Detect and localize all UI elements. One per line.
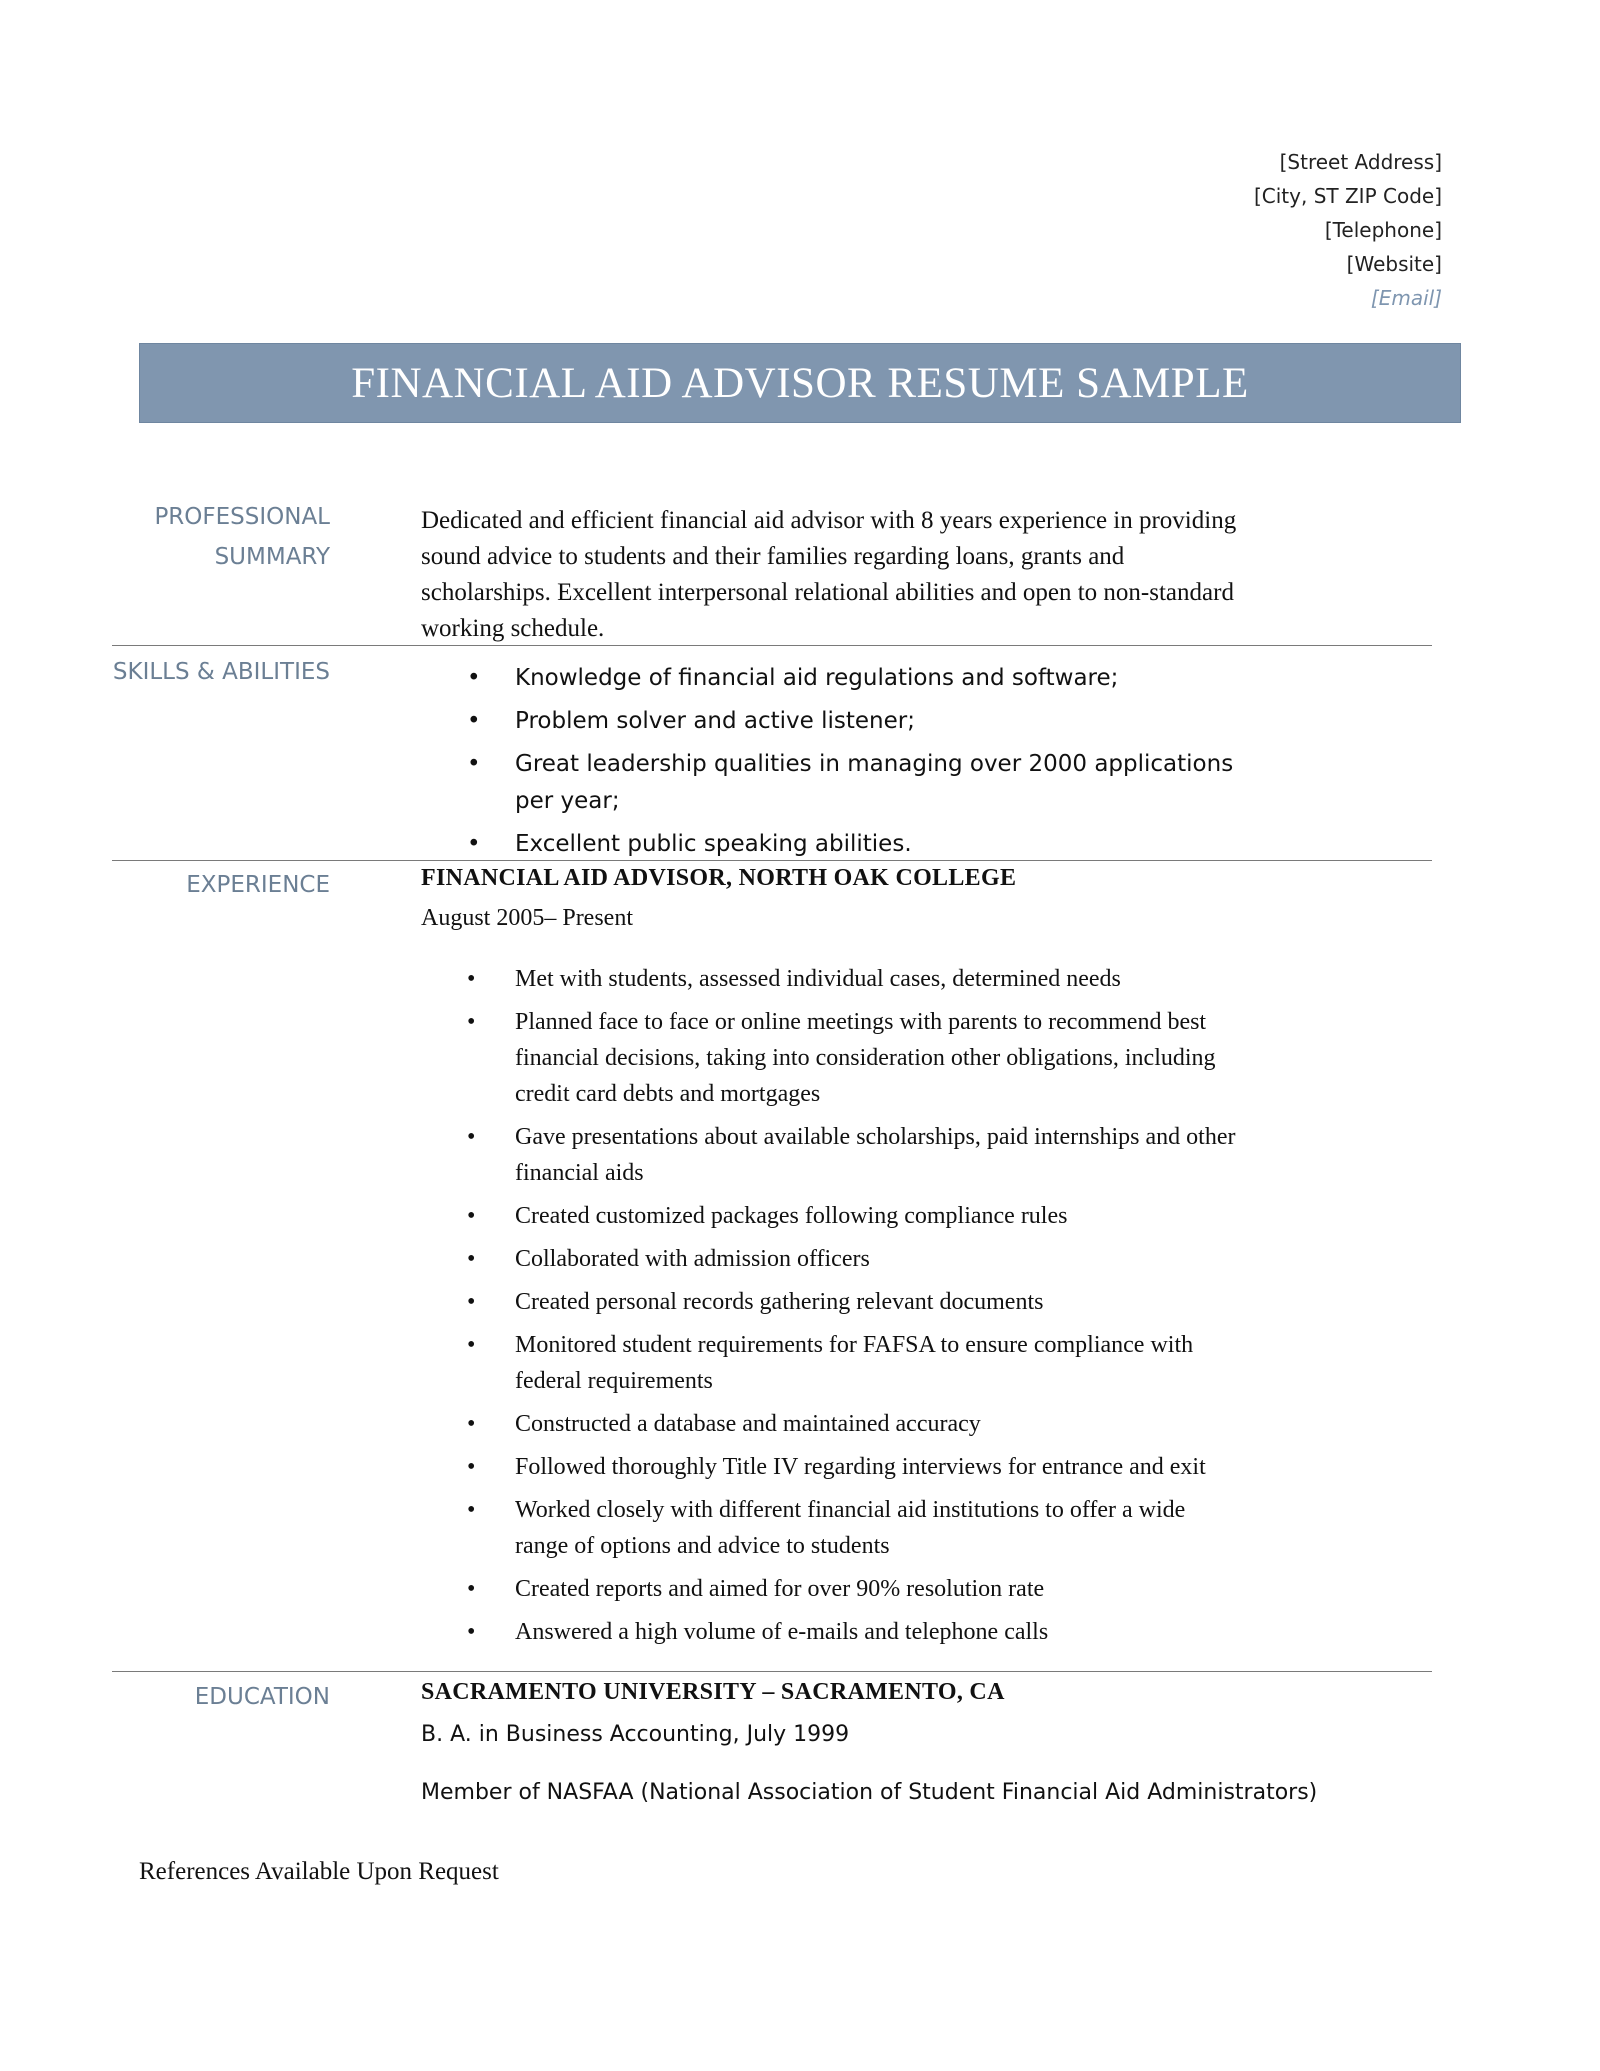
- list-item-text: Met with students, assessed individual cases, determined needs: [515, 966, 1121, 992]
- membership: Member of NASFAA (National Association of Student Financial Aid Administrators): [421, 1780, 1318, 1805]
- education-label: EDUCATION: [194, 1684, 330, 1710]
- skills-label: SKILLS & ABILITIES: [112, 659, 330, 685]
- list-item-text: Planned face to face or online meetings with parents to recommend best financial decisions, taking into consideration other obligations, including credit card debts and mortgages: [515, 1009, 1216, 1107]
- degree: B. A. in Business Accounting, July 1999: [421, 1722, 850, 1747]
- bullet-icon: •: [467, 708, 481, 734]
- list-item: [421, 703, 1241, 740]
- list-item-text: Great leadership qualities in managing over 2000 applications per year;: [515, 751, 1234, 814]
- bullet-icon: •: [467, 1289, 476, 1315]
- list-item: [421, 1198, 1241, 1234]
- list-item: [421, 1284, 1241, 1320]
- bullet-icon: •: [467, 1497, 476, 1523]
- city-zip: [City, ST ZIP Code]: [1253, 184, 1442, 208]
- bullet-icon: •: [467, 751, 481, 777]
- list-item: [421, 1614, 1241, 1650]
- job-dates: August 2005– Present: [421, 905, 633, 931]
- experience-label: EXPERIENCE: [186, 872, 330, 898]
- list-item-text: Monitored student requirements for FAFSA to ensure compliance with federal requirements: [515, 1332, 1194, 1394]
- bullet-icon: •: [467, 1332, 476, 1358]
- list-item-text: Created reports and aimed for over 90% resolution rate: [515, 1576, 1045, 1602]
- list-item-text: Answered a high volume of e-mails and telephone calls: [515, 1619, 1049, 1645]
- resume-title: FINANCIAL AID ADVISOR RESUME SAMPLE: [351, 359, 1249, 407]
- list-item-text: Collaborated with admission officers: [515, 1246, 870, 1272]
- list-item: [421, 1406, 1241, 1442]
- summary-text: Dedicated and efficient financial aid advisor with 8 years experience in providing sound advice to students and their families regarding loans, grants and scholarships. Excellent interpersonal relational abilities and open to non-standard working schedule.: [421, 507, 1237, 642]
- job-title: FINANCIAL AID ADVISOR, NORTH OAK COLLEGE: [421, 865, 1017, 891]
- bullet-icon: •: [467, 1124, 476, 1150]
- summary-label: PROFESSIONAL SUMMARY: [154, 504, 330, 570]
- list-item: [421, 826, 1241, 863]
- list-item-text: Followed thoroughly Title IV regarding interviews for entrance and exit: [515, 1454, 1206, 1480]
- skills-list: [421, 660, 1241, 869]
- telephone: [Telephone]: [1324, 218, 1442, 242]
- list-item-text: Created customized packages following compliance rules: [515, 1203, 1068, 1229]
- section-divider: [112, 860, 1432, 861]
- list-item-text: Excellent public speaking abilities.: [515, 831, 912, 857]
- contact-block: [1254, 145, 1442, 315]
- list-item-text: Problem solver and active listener;: [515, 708, 915, 734]
- bullet-icon: •: [467, 665, 481, 691]
- references-note: References Available Upon Request: [139, 1858, 499, 1885]
- bullet-icon: •: [467, 831, 481, 857]
- list-item-text: Created personal records gathering relevant documents: [515, 1289, 1044, 1315]
- section-divider: [112, 1671, 1432, 1672]
- list-item: [421, 1492, 1241, 1564]
- list-item-text: Gave presentations about available scholarships, paid internships and other financial aids: [515, 1124, 1236, 1186]
- list-item: [421, 746, 1241, 820]
- list-item-text: Constructed a database and maintained accuracy: [515, 1411, 981, 1437]
- list-item: [421, 1119, 1241, 1191]
- title-banner: [139, 343, 1461, 423]
- list-item: [421, 1327, 1241, 1399]
- bullet-icon: •: [467, 966, 476, 992]
- section-divider: [112, 645, 1432, 646]
- bullet-icon: •: [467, 1454, 476, 1480]
- bullet-icon: •: [467, 1576, 476, 1602]
- list-item: [421, 1571, 1241, 1607]
- bullet-icon: •: [467, 1411, 476, 1437]
- duties-list: [421, 961, 1241, 1657]
- bullet-icon: •: [467, 1246, 476, 1272]
- list-item: [421, 961, 1241, 997]
- list-item: [421, 1449, 1241, 1485]
- list-item: [421, 1004, 1241, 1112]
- school-name: SACRAMENTO UNIVERSITY – SACRAMENTO, CA: [421, 1679, 1005, 1705]
- list-item-text: Worked closely with different financial aid institutions to offer a wide range of options and advice to students: [515, 1497, 1186, 1559]
- website: [Website]: [1346, 252, 1442, 276]
- list-item: [421, 660, 1241, 697]
- list-item: [421, 1241, 1241, 1277]
- bullet-icon: •: [467, 1203, 476, 1229]
- bullet-icon: •: [467, 1619, 476, 1645]
- list-item-text: Knowledge of financial aid regulations and software;: [515, 665, 1119, 691]
- email: [Email]: [1370, 286, 1442, 310]
- bullet-icon: •: [467, 1009, 476, 1035]
- street-address: [Street Address]: [1279, 150, 1442, 174]
